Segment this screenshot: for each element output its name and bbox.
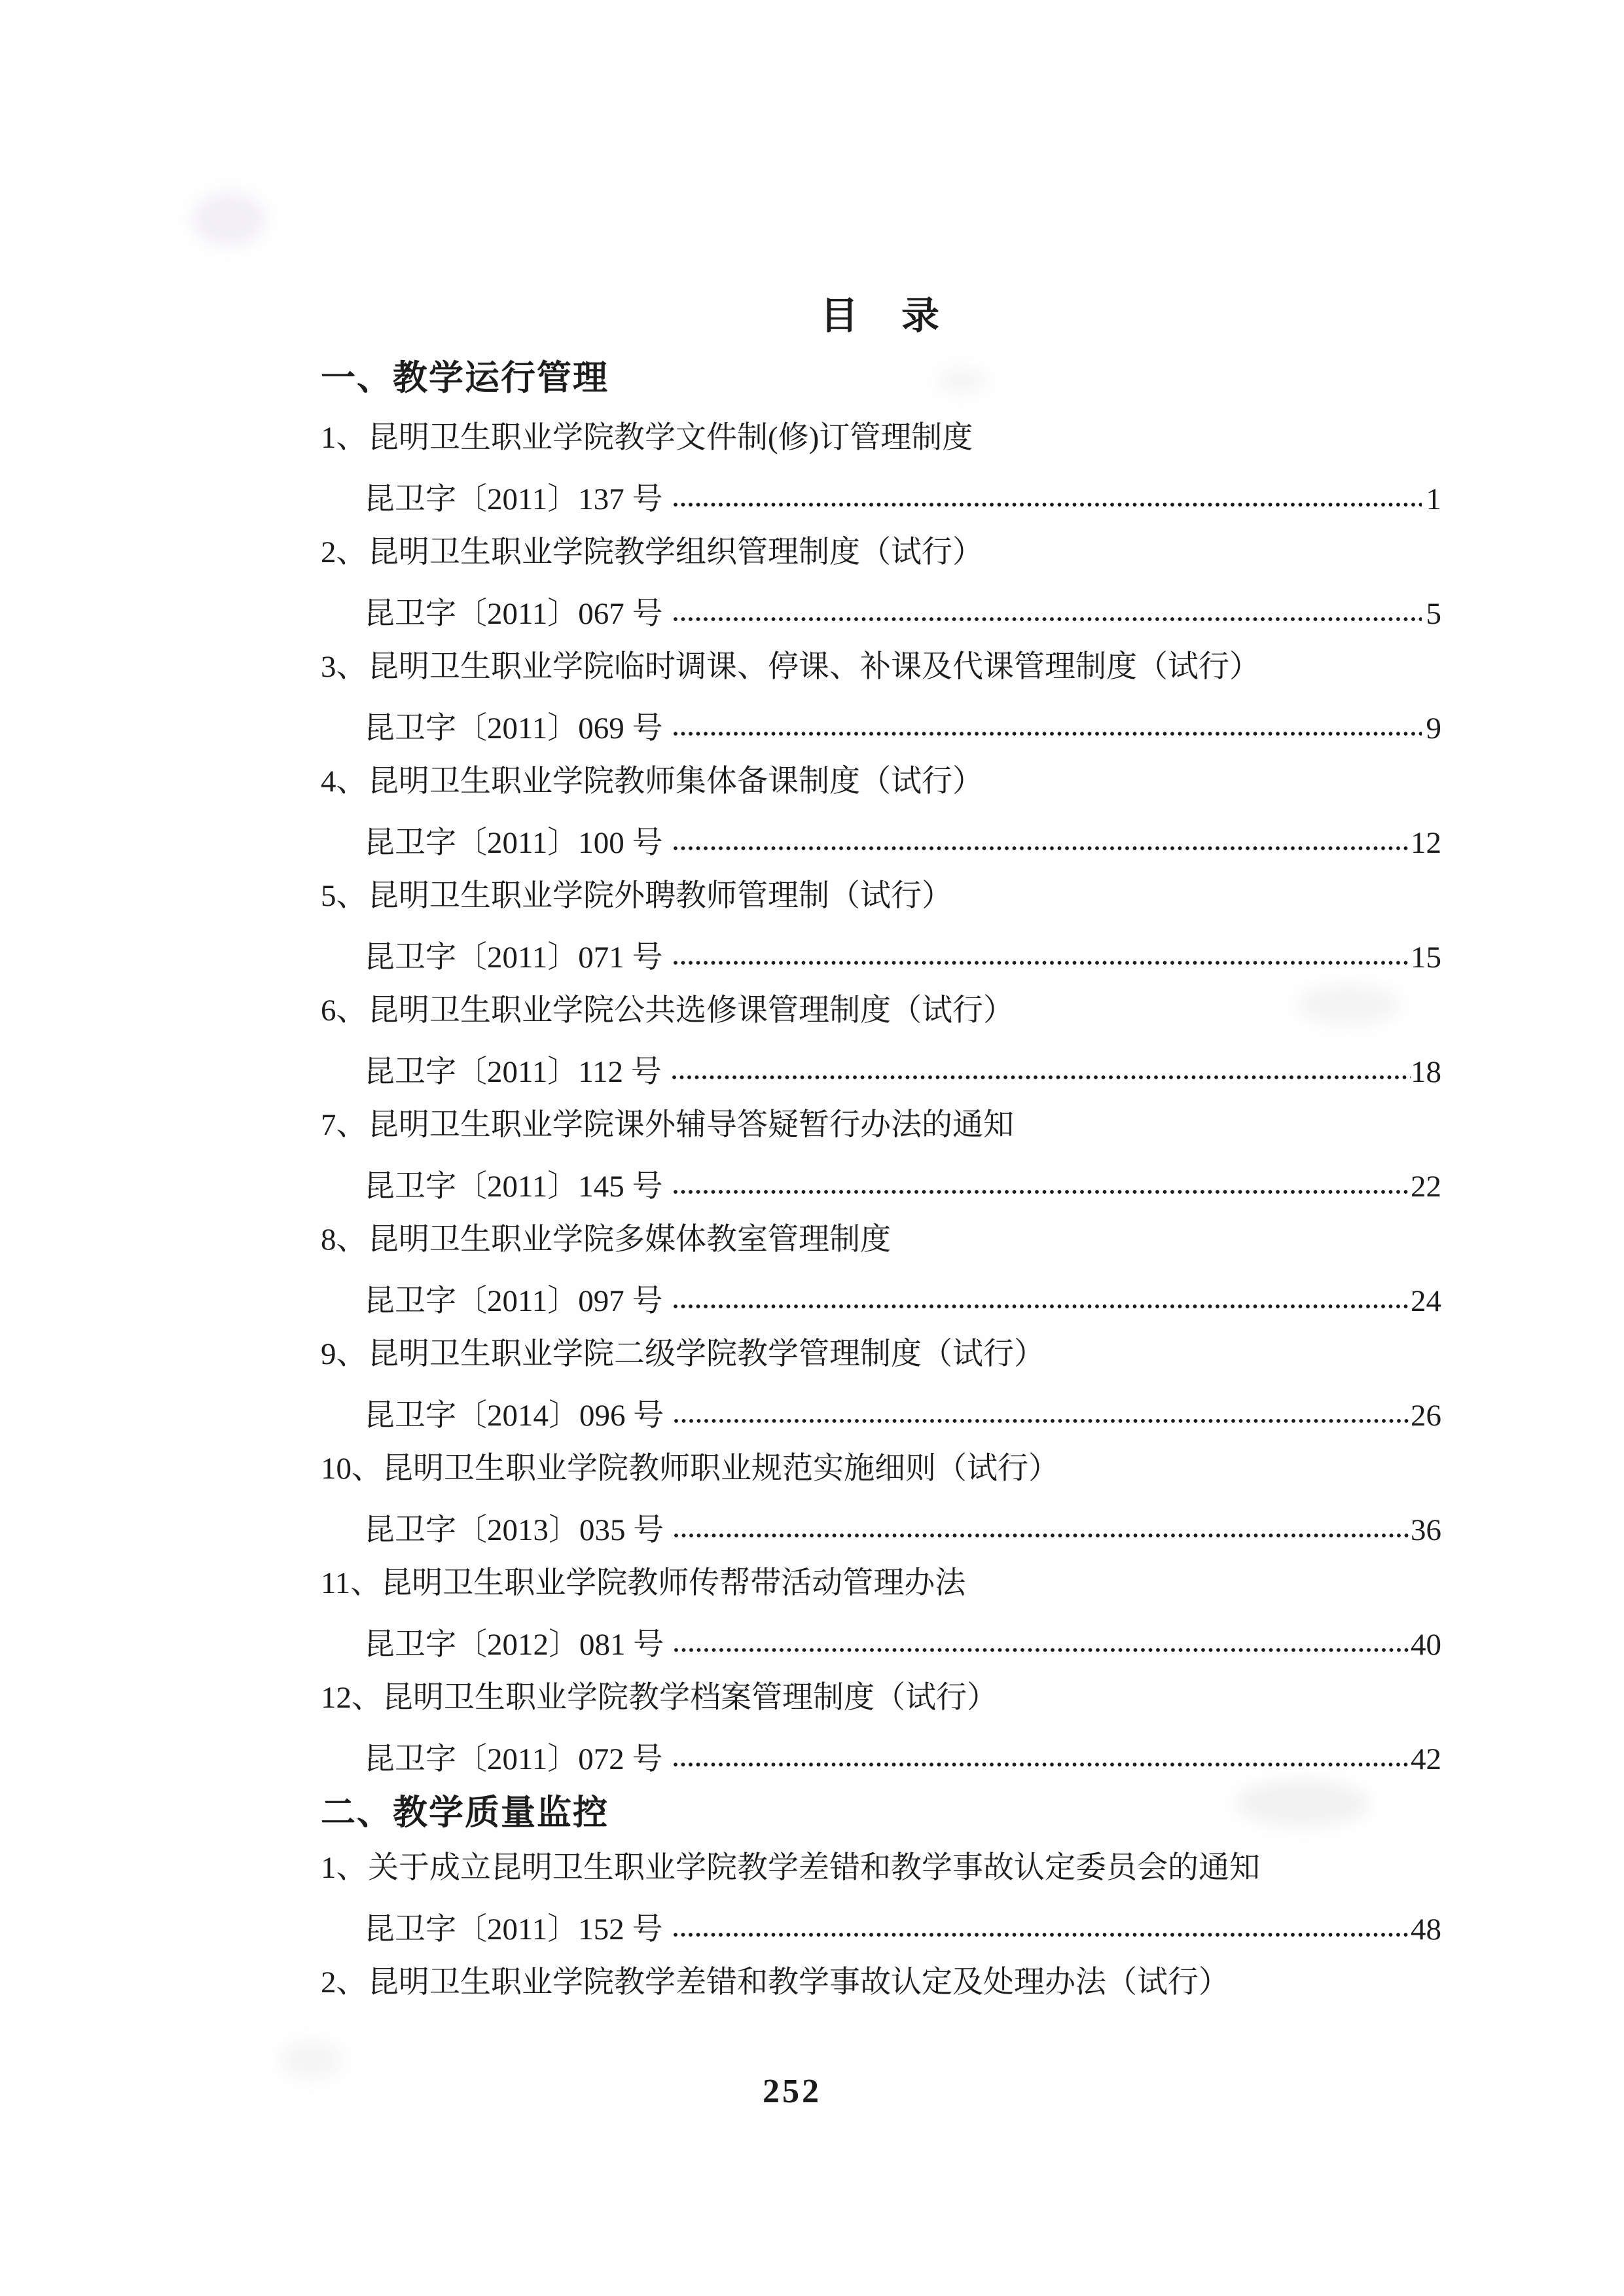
toc-item xyxy=(321,1564,1441,1664)
section-heading: 二、教学质量监控 xyxy=(321,1794,609,1832)
folio-number: 252 xyxy=(763,2073,821,2110)
toc-item-page: 9 xyxy=(1426,711,1441,745)
toc-item-docline xyxy=(321,592,1441,633)
toc-item-page: 18 xyxy=(1411,1055,1441,1089)
toc-item-docno: 昆卫字〔2011〕097 号 xyxy=(364,1284,663,1318)
toc-item-text: 昆明卫生职业学院临时调课、停课、补课及代课管理制度（试行） xyxy=(368,650,1260,684)
toc-item-docline xyxy=(321,1394,1441,1435)
toc-item-title xyxy=(321,1964,1441,2004)
toc-item-title xyxy=(321,1679,1441,1719)
toc-item-docline xyxy=(321,1509,1441,1549)
toc-item-docline xyxy=(321,1050,1441,1091)
toc-item-title xyxy=(321,1450,1441,1490)
toc-item xyxy=(321,1335,1441,1435)
page-title: 目 录 xyxy=(820,295,942,337)
toc-item xyxy=(321,992,1441,1091)
toc-section xyxy=(321,359,1441,1778)
toc-item-docno: 昆卫字〔2014〕096 号 xyxy=(364,1399,664,1433)
toc-item-docno: 昆卫字〔2011〕071 号 xyxy=(364,941,663,975)
toc-item-docline xyxy=(321,1623,1441,1664)
toc-item-page: 40 xyxy=(1411,1628,1441,1662)
toc-item-docno: 昆卫字〔2011〕112 号 xyxy=(364,1055,662,1089)
toc-item-text: 昆明卫生职业学院多媒体教室管理制度 xyxy=(368,1223,891,1257)
toc-item-title xyxy=(321,648,1441,689)
toc-item-page: 36 xyxy=(1411,1513,1441,1547)
toc-item-text: 昆明卫生职业学院教学档案管理制度（试行） xyxy=(382,1681,998,1715)
toc-item xyxy=(321,1964,1441,2004)
toc-item-title xyxy=(321,1564,1441,1605)
section-items xyxy=(321,1849,1441,2004)
toc-item-text: 昆明卫生职业学院教师传帮带活动管理办法 xyxy=(381,1566,966,1600)
dot-leader xyxy=(672,615,1422,623)
toc-item-docline xyxy=(321,478,1441,518)
toc-item-text: 昆明卫生职业学院教师集体备课制度（试行） xyxy=(368,764,983,798)
toc-item-text: 昆明卫生职业学院教学组织管理制度（试行） xyxy=(368,535,983,569)
toc-item-page: 15 xyxy=(1411,941,1441,975)
toc-item-docline xyxy=(321,1165,1441,1206)
toc-item-number: 2、 xyxy=(321,1965,367,2000)
scan-artifact xyxy=(281,2042,340,2078)
toc-item-page: 42 xyxy=(1411,1742,1441,1776)
toc-item-title xyxy=(321,533,1441,574)
toc-item-text: 昆明卫生职业学院教学文件制(修)订管理制度 xyxy=(368,421,973,455)
toc-sections xyxy=(321,359,1441,2004)
toc-item-number: 7、 xyxy=(321,1108,367,1142)
toc-item-docno: 昆卫字〔2011〕072 号 xyxy=(364,1742,663,1776)
dot-leader xyxy=(672,1931,1411,1939)
dot-leader xyxy=(673,1532,1411,1539)
toc-item-docline xyxy=(321,936,1441,977)
dot-leader xyxy=(672,844,1411,852)
toc-item-docline xyxy=(321,707,1441,747)
toc-item xyxy=(321,762,1441,862)
toc-item-text: 昆明卫生职业学院外聘教师管理制（试行） xyxy=(368,879,952,913)
toc-item-page: 24 xyxy=(1411,1284,1441,1318)
dot-leader xyxy=(672,730,1422,738)
toc-item-number: 9、 xyxy=(321,1337,367,1371)
toc-item-number: 5、 xyxy=(321,879,367,913)
toc-item-number: 10、 xyxy=(321,1452,382,1486)
toc-item-title xyxy=(321,1335,1441,1376)
scan-artifact xyxy=(193,193,265,245)
toc-item-text: 昆明卫生职业学院公共选修课管理制度（试行） xyxy=(368,994,1014,1028)
toc-item-page: 12 xyxy=(1411,826,1441,860)
toc-item-text: 昆明卫生职业学院教师职业规范实施细则（试行） xyxy=(382,1452,1059,1486)
toc-item-text: 关于成立昆明卫生职业学院教学差错和教学事故认定委员会的通知 xyxy=(368,1851,1260,1885)
toc-item-text: 昆明卫生职业学院教学差错和教学事故认定及处理办法（试行） xyxy=(368,1965,1229,2000)
toc-item-title xyxy=(321,762,1441,803)
toc-item-page: 26 xyxy=(1411,1399,1441,1433)
toc-item-docno: 昆卫字〔2011〕152 号 xyxy=(364,1912,663,1946)
toc-item-title xyxy=(321,1221,1441,1261)
toc-content xyxy=(321,296,1441,2004)
toc-item xyxy=(321,1106,1441,1206)
toc-item xyxy=(321,877,1441,977)
toc-item xyxy=(321,648,1441,747)
toc-item xyxy=(321,1450,1441,1549)
dot-leader xyxy=(672,501,1422,509)
toc-item xyxy=(321,1849,1441,1948)
toc-item-docno: 昆卫字〔2013〕035 号 xyxy=(364,1513,664,1547)
toc-item xyxy=(321,1221,1441,1320)
toc-item xyxy=(321,419,1441,518)
toc-item-number: 3、 xyxy=(321,650,367,684)
dot-leader xyxy=(673,1646,1411,1654)
section-items xyxy=(321,419,1441,1778)
toc-item-number: 8、 xyxy=(321,1223,367,1257)
toc-item xyxy=(321,1679,1441,1778)
toc-section xyxy=(321,1793,1441,2004)
toc-item-page: 22 xyxy=(1411,1170,1441,1204)
toc-item xyxy=(321,533,1441,633)
toc-item-docline xyxy=(321,821,1441,862)
toc-item-docline xyxy=(321,1280,1441,1320)
dot-leader xyxy=(673,1417,1411,1425)
toc-item-docno: 昆卫字〔2012〕081 号 xyxy=(364,1628,664,1662)
toc-item-text: 昆明卫生职业学院二级学院教学管理制度（试行） xyxy=(368,1337,1045,1371)
section-heading: 一、教学运行管理 xyxy=(321,359,609,397)
toc-item-number: 1、 xyxy=(321,1851,367,1885)
toc-item-number: 12、 xyxy=(321,1681,382,1715)
dot-leader xyxy=(671,1073,1411,1081)
toc-item-number: 11、 xyxy=(321,1566,382,1600)
toc-item-text: 昆明卫生职业学院课外辅导答疑暂行办法的通知 xyxy=(368,1108,1014,1142)
toc-item-page: 1 xyxy=(1426,482,1441,516)
folio-number-clipped xyxy=(740,2073,844,2110)
dot-leader xyxy=(672,1761,1411,1768)
toc-item-page: 5 xyxy=(1426,597,1441,631)
toc-item-docline xyxy=(321,1908,1441,1948)
dot-leader xyxy=(672,959,1411,967)
toc-item-number: 1、 xyxy=(321,421,367,455)
toc-item-title xyxy=(321,419,1441,459)
toc-item-title xyxy=(321,1106,1441,1147)
dot-leader xyxy=(672,1302,1411,1310)
toc-item-docline xyxy=(321,1738,1441,1778)
toc-item-number: 6、 xyxy=(321,994,367,1028)
toc-item-docno: 昆卫字〔2011〕069 号 xyxy=(364,711,663,745)
dot-leader xyxy=(672,1188,1411,1196)
toc-item-docno: 昆卫字〔2011〕100 号 xyxy=(364,826,663,860)
toc-item-number: 4、 xyxy=(321,764,367,798)
toc-item-title xyxy=(321,877,1441,918)
toc-item-page: 48 xyxy=(1411,1912,1441,1946)
toc-item-docno: 昆卫字〔2011〕137 号 xyxy=(364,482,663,516)
toc-item-title xyxy=(321,992,1441,1032)
toc-item-docno: 昆卫字〔2011〕067 号 xyxy=(364,597,663,631)
toc-item-title xyxy=(321,1849,1441,1890)
toc-item-number: 2、 xyxy=(321,535,367,569)
toc-item-docno: 昆卫字〔2011〕145 号 xyxy=(364,1170,663,1204)
